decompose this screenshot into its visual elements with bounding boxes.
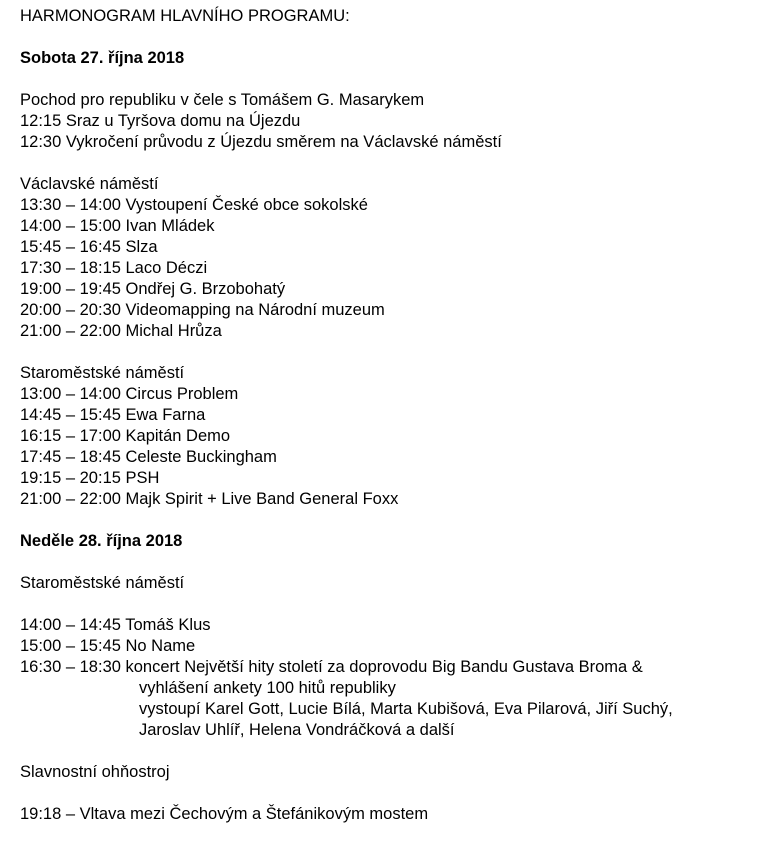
schedule-item: 13:30 – 14:00 Vystoupení České obce sokolské [20, 196, 368, 214]
schedule-item: 19:15 – 20:15 PSH [20, 469, 160, 487]
spacer [20, 510, 760, 531]
venue-oldtown-heading: Staroměstské náměstí [20, 574, 185, 592]
schedule-item: 14:00 – 14:45 Tomáš Klus [20, 616, 211, 634]
schedule-item: 19:00 – 19:45 Ondřej G. Brzobohatý [20, 280, 286, 298]
spacer [20, 27, 760, 48]
program-document [20, 6, 760, 825]
spacer [20, 594, 760, 615]
spacer [20, 69, 760, 90]
march-item: 12:30 Vykročení průvodu z Újezdu směrem na Václavské náměstí [20, 133, 502, 151]
schedule-item: 15:45 – 16:45 Slza [20, 238, 158, 256]
fireworks-item: 19:18 – Vltava mezi Čechovým a Štefánikovým mostem [20, 805, 429, 823]
schedule-item: 16:15 – 17:00 Kapitán Demo [20, 427, 231, 445]
schedule-item: 13:00 – 14:00 Circus Problem [20, 385, 239, 403]
day2-heading: Neděle 28. října 2018 [20, 532, 183, 550]
schedule-item-continuation: vystoupí Karel Gott, Lucie Bílá, Marta Kubišová, Eva Pilarová, Jiří Suchý, [139, 700, 673, 718]
schedule-item: 14:45 – 15:45 Ewa Farna [20, 406, 206, 424]
march-item: 12:15 Sraz u Tyršova domu na Újezdu [20, 112, 301, 130]
day1-heading: Sobota 27. října 2018 [20, 49, 185, 67]
venue-wenceslas-heading: Václavské náměstí [20, 175, 159, 193]
march-title: Pochod pro republiku v čele s Tomášem G. Masarykem [20, 91, 425, 109]
spacer [20, 783, 760, 804]
schedule-item-continuation: Jaroslav Uhlíř, Helena Vondráčková a další [139, 721, 455, 739]
venue-oldtown-heading: Staroměstské náměstí [20, 364, 185, 382]
fireworks-heading: Slavnostní ohňostroj [20, 763, 170, 781]
spacer [20, 342, 760, 363]
schedule-item: 15:00 – 15:45 No Name [20, 637, 196, 655]
schedule-item: 16:30 – 18:30 koncert Největší hity století za doprovodu Big Bandu Gustava Broma & [20, 658, 643, 676]
schedule-item: 17:45 – 18:45 Celeste Buckingham [20, 448, 277, 466]
schedule-item: 17:30 – 18:15 Laco Déczi [20, 259, 208, 277]
schedule-item: 14:00 – 15:00 Ivan Mládek [20, 217, 215, 235]
spacer [20, 552, 760, 573]
schedule-item: 21:00 – 22:00 Michal Hrůza [20, 322, 222, 340]
document-title: HARMONOGRAM HLAVNÍHO PROGRAMU: [20, 7, 350, 25]
schedule-item: 21:00 – 22:00 Majk Spirit + Live Band General Foxx [20, 490, 399, 508]
schedule-item-continuation: vyhlášení ankety 100 hitů republiky [139, 679, 396, 697]
spacer [20, 153, 760, 174]
spacer [20, 741, 760, 762]
schedule-item: 20:00 – 20:30 Videomapping na Národní muzeum [20, 301, 385, 319]
